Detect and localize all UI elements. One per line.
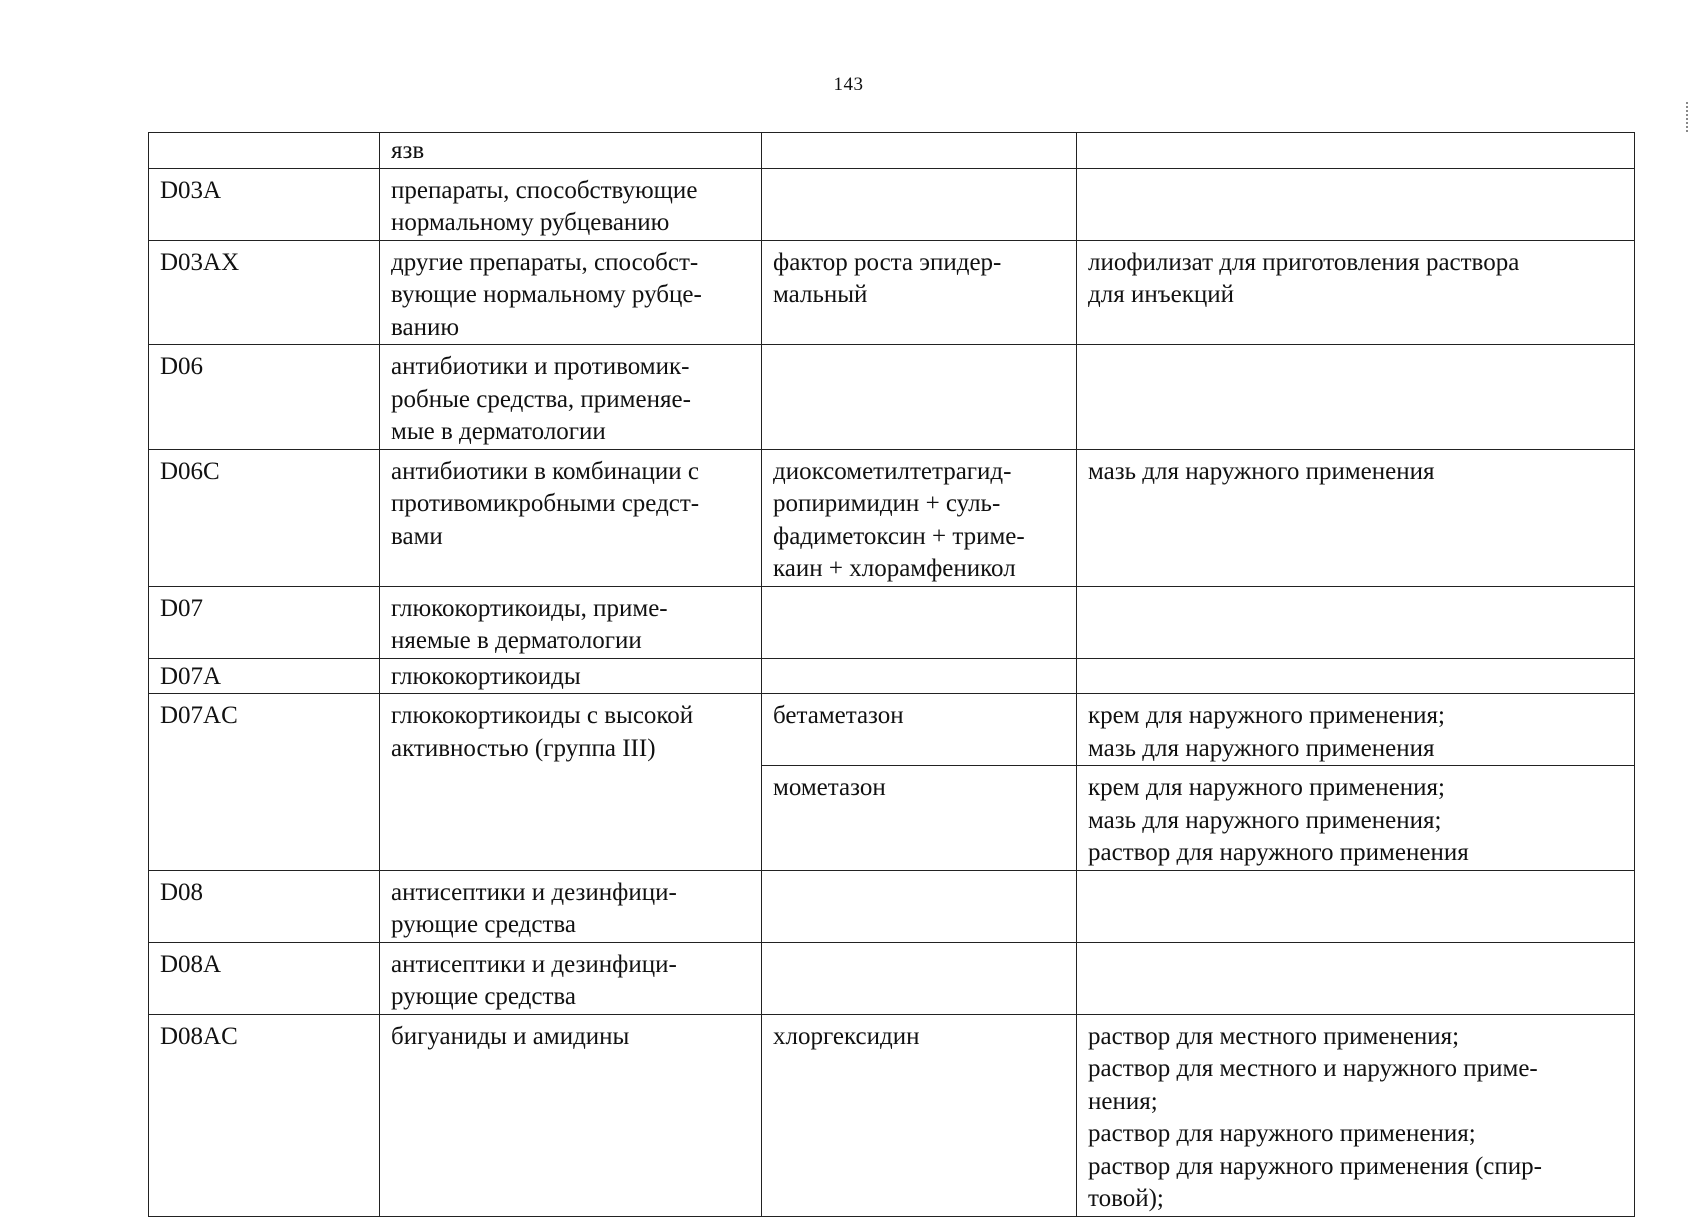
dosage-form-cell: раствор для местного применения; раствор для местного и наружного приме- нения; раствор для наружного применения; раствор для наружного применения (спир- товой); [1077,1014,1635,1216]
atc-code-cell: D03AX [149,240,380,345]
edge-mark [1686,102,1693,132]
table-row [149,168,1635,240]
dosage-form-cell: крем для наружного применения; мазь для наружного применения [1077,694,1635,766]
drug-name-cell: мометазон [762,766,1077,871]
drug-name-cell [762,658,1077,694]
drug-name-cell: диоксометилтетрагид- ропиримидин + суль- фадиметоксин + триме- каин + хлорамфеникол [762,449,1077,586]
dosage-form-cell [1077,942,1635,1014]
table-row [149,240,1635,345]
table-row [149,870,1635,942]
atc-code-cell: D08A [149,942,380,1014]
group-name-cell: антибиотики и противомик- робные средства, применяе- мые в дерматологии [380,345,762,450]
dosage-form-cell: лиофилизат для приготовления раствора для инъекций [1077,240,1635,345]
atc-code-cell [149,133,380,169]
atc-code-cell: D07 [149,586,380,658]
table-row [149,658,1635,694]
table-row [149,133,1635,169]
table-row [149,345,1635,450]
dosage-form-cell: крем для наружного применения; мазь для наружного применения; раствор для наружного применения [1077,766,1635,871]
dosage-form-cell [1077,133,1635,169]
dosage-form-cell [1077,168,1635,240]
atc-code-cell: D07AC [149,694,380,871]
drug-name-cell [762,168,1077,240]
group-name-cell: антисептики и дезинфици- рующие средства [380,870,762,942]
drug-name-cell: хлоргексидин [762,1014,1077,1216]
group-name-cell: антибиотики в комбинации с противомикробными средст- вами [380,449,762,586]
dosage-form-cell [1077,658,1635,694]
table-row [149,449,1635,586]
atc-medicines-table [148,132,1635,1217]
atc-code-cell: D08 [149,870,380,942]
drug-name-cell [762,133,1077,169]
drug-name-cell [762,870,1077,942]
table-row [149,694,1635,766]
group-name-cell: глюкокортикоиды, приме- няемые в дерматологии [380,586,762,658]
atc-code-cell: D03A [149,168,380,240]
group-name-cell: язв [380,133,762,169]
atc-code-cell: D06 [149,345,380,450]
drug-name-cell [762,586,1077,658]
dosage-form-cell [1077,870,1635,942]
drug-name-cell: фактор роста эпидер- мальный [762,240,1077,345]
page-number: 143 [833,74,864,95]
drug-name-cell [762,345,1077,450]
group-name-cell: бигуаниды и амидины [380,1014,762,1216]
drug-name-cell [762,942,1077,1014]
dosage-form-cell [1077,586,1635,658]
drug-name-cell: бетаметазон [762,694,1077,766]
atc-code-cell: D08AC [149,1014,380,1216]
atc-code-cell: D07A [149,658,380,694]
dosage-form-cell [1077,345,1635,450]
group-name-cell: препараты, способствующие нормальному рубцеванию [380,168,762,240]
group-name-cell: другие препараты, способст- вующие нормальному рубце- ванию [380,240,762,345]
table-row [149,1014,1635,1216]
table-row [149,586,1635,658]
group-name-cell: антисептики и дезинфици- рующие средства [380,942,762,1014]
table-row [149,942,1635,1014]
dosage-form-cell: мазь для наружного применения [1077,449,1635,586]
group-name-cell: глюкокортикоиды [380,658,762,694]
group-name-cell: глюкокортикоиды с высокой активностью (группа III) [380,694,762,871]
atc-code-cell: D06C [149,449,380,586]
